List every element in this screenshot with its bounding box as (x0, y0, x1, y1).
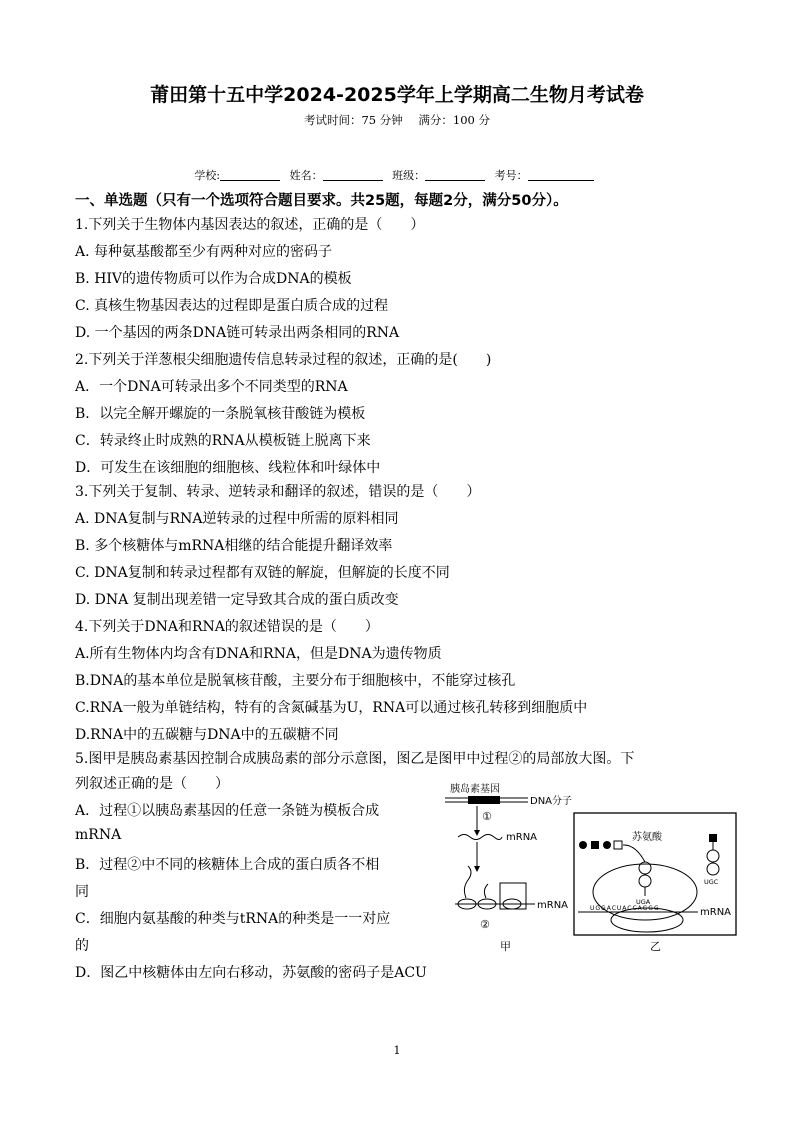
question-option: B. HIV的遗传物质可以作为合成DNA的模板 (75, 271, 352, 287)
question-option: C. 真核生物基因表达的过程即是蛋白质合成的过程 (75, 298, 389, 314)
class-label: 班级： (392, 169, 426, 182)
question-stem: 5.图甲是胰岛素基因控制合成胰岛素的部分示意图，图乙是图甲中过程②的局部放大图。下 (75, 751, 635, 767)
question-option: B. 多个核糖体与mRNA相继的结合能提升翻译效率 (75, 538, 393, 554)
question-stem: 3.下列关于复制、转录、逆转录和翻译的叙述，错误的是（ ） (75, 484, 481, 500)
question-option: C.RNA一般为单链结构，特有的含氮碱基为U，RNA可以通过核孔转移到细胞质中 (75, 700, 588, 716)
mrna-label-yi: mRNA (700, 907, 732, 918)
amino-acid-label: 苏氨酸 (632, 832, 662, 843)
gene-segment (468, 796, 500, 804)
number-label: 考号： (494, 169, 528, 182)
question-stem: 1.下列关于生物体内基因表达的叙述，正确的是（ ） (75, 217, 425, 233)
number-blank[interactable] (528, 168, 594, 181)
question-option-cont: 同 (75, 884, 89, 900)
trna-right-head (707, 850, 719, 862)
exam-title: 莆田第十五中学2024-2025学年上学期高二生物月考试卷 (150, 84, 644, 106)
school-blank[interactable] (220, 168, 280, 181)
mrna-wave (458, 835, 502, 840)
trna-right-amino-acid (709, 834, 717, 842)
question-option: A．过程①以胰岛素基因的任意一条链为模板合成 (75, 803, 380, 819)
question-option: B．过程②中不同的核糖体上合成的蛋白质各不相 (75, 857, 380, 873)
question-stem: 2.下列关于洋葱根尖细胞遗传信息转录过程的叙述，正确的是( ) (75, 352, 492, 368)
zoom-box (500, 883, 526, 909)
anticodon-right: UGC (704, 878, 719, 886)
question-option: C．转录终止时成熟的RNA从模板链上脱离下来 (75, 433, 371, 449)
question-stem-cont: 列叙述正确的是（ ） (75, 776, 229, 792)
question-option-cont: 的 (75, 938, 89, 954)
question-option: A. DNA复制与RNA逆转录的过程中所需的原料相同 (75, 511, 399, 527)
figure-jia (445, 782, 572, 953)
student-info-row (0, 167, 794, 183)
arrow-1-head (474, 830, 480, 836)
question-stem: 4.下列关于DNA和RNA的叙述错误的是（ ） (75, 619, 379, 635)
gene-label: 胰岛素基因 (450, 784, 500, 795)
school-label: 学校: (194, 169, 221, 182)
step-1-label: ① (482, 810, 492, 823)
trna-right-body (707, 863, 719, 875)
anticodon-left: UGA (636, 898, 651, 906)
question-option: D. DNA 复制出现差错一定导致其合成的蛋白质改变 (75, 592, 399, 608)
question-option-cont: mRNA (75, 827, 122, 843)
question-option: D.RNA中的五碳糖与DNA中的五碳糖不同 (75, 727, 339, 743)
trna-left-body (639, 875, 651, 887)
mrna-sequence: UGGACUACCAGGG (590, 905, 660, 912)
exam-time: 考试时间：75 分钟 (303, 113, 403, 127)
peptide-chain-2 (484, 884, 488, 898)
class-blank[interactable] (425, 168, 485, 181)
question-option: A.所有生物体内均含有DNA和RNA，但是DNA为遗传物质 (75, 646, 442, 662)
page-number: 1 (393, 1044, 401, 1057)
exam-info (0, 112, 794, 128)
amino-acid-1 (579, 841, 587, 849)
name-blank[interactable] (323, 168, 383, 181)
name-label: 姓名： (289, 169, 323, 182)
mrna-label-2: mRNA (537, 900, 569, 911)
dna-label: DNA分子 (530, 796, 573, 807)
figure-yi (574, 813, 736, 953)
question-option: D. 一个基因的两条DNA链可转录出两条相同的RNA (75, 325, 400, 341)
peptide-link (623, 845, 645, 862)
question-option: D．图乙中核糖体由左向右移动，苏氨酸的密码子是ACU (75, 965, 427, 981)
step-2-label: ② (480, 918, 490, 931)
question-option: D．可发生在该细胞的细胞核、线粒体和叶绿体中 (75, 460, 381, 476)
figure-caption-yi: 乙 (650, 940, 661, 953)
question-option: A. 每种氨基酸都至少有两种对应的密码子 (75, 244, 333, 260)
exam-score: 满分：100 分 (418, 113, 491, 127)
peptide-chain-1 (464, 866, 471, 898)
amino-acid-3 (603, 841, 611, 849)
question-option: B.DNA的基本单位是脱氧核苷酸，主要分布于细胞核中，不能穿过核孔 (75, 673, 516, 689)
amino-acid-2 (591, 841, 599, 849)
question-option: B．以完全解开螺旋的一条脱氧核苷酸链为模板 (75, 406, 366, 422)
mrna-label: mRNA (506, 832, 538, 843)
question-option: C．细胞内氨基酸的种类与tRNA的种类是一一对应 (75, 911, 391, 927)
translation-figure (440, 780, 740, 960)
figure-caption-jia: 甲 (500, 940, 511, 953)
arrow-2-head (474, 866, 480, 872)
question-option: C. DNA复制和转录过程都有双链的解旋，但解旋的长度不同 (75, 565, 450, 581)
question-option: A．一个DNA可转录出多个不同类型的RNA (75, 379, 348, 395)
section-title: 一、单选题（只有一个选项符合题目要求。共25题，每题2分，满分50分）。 (75, 193, 568, 209)
amino-acid-4 (614, 841, 622, 849)
